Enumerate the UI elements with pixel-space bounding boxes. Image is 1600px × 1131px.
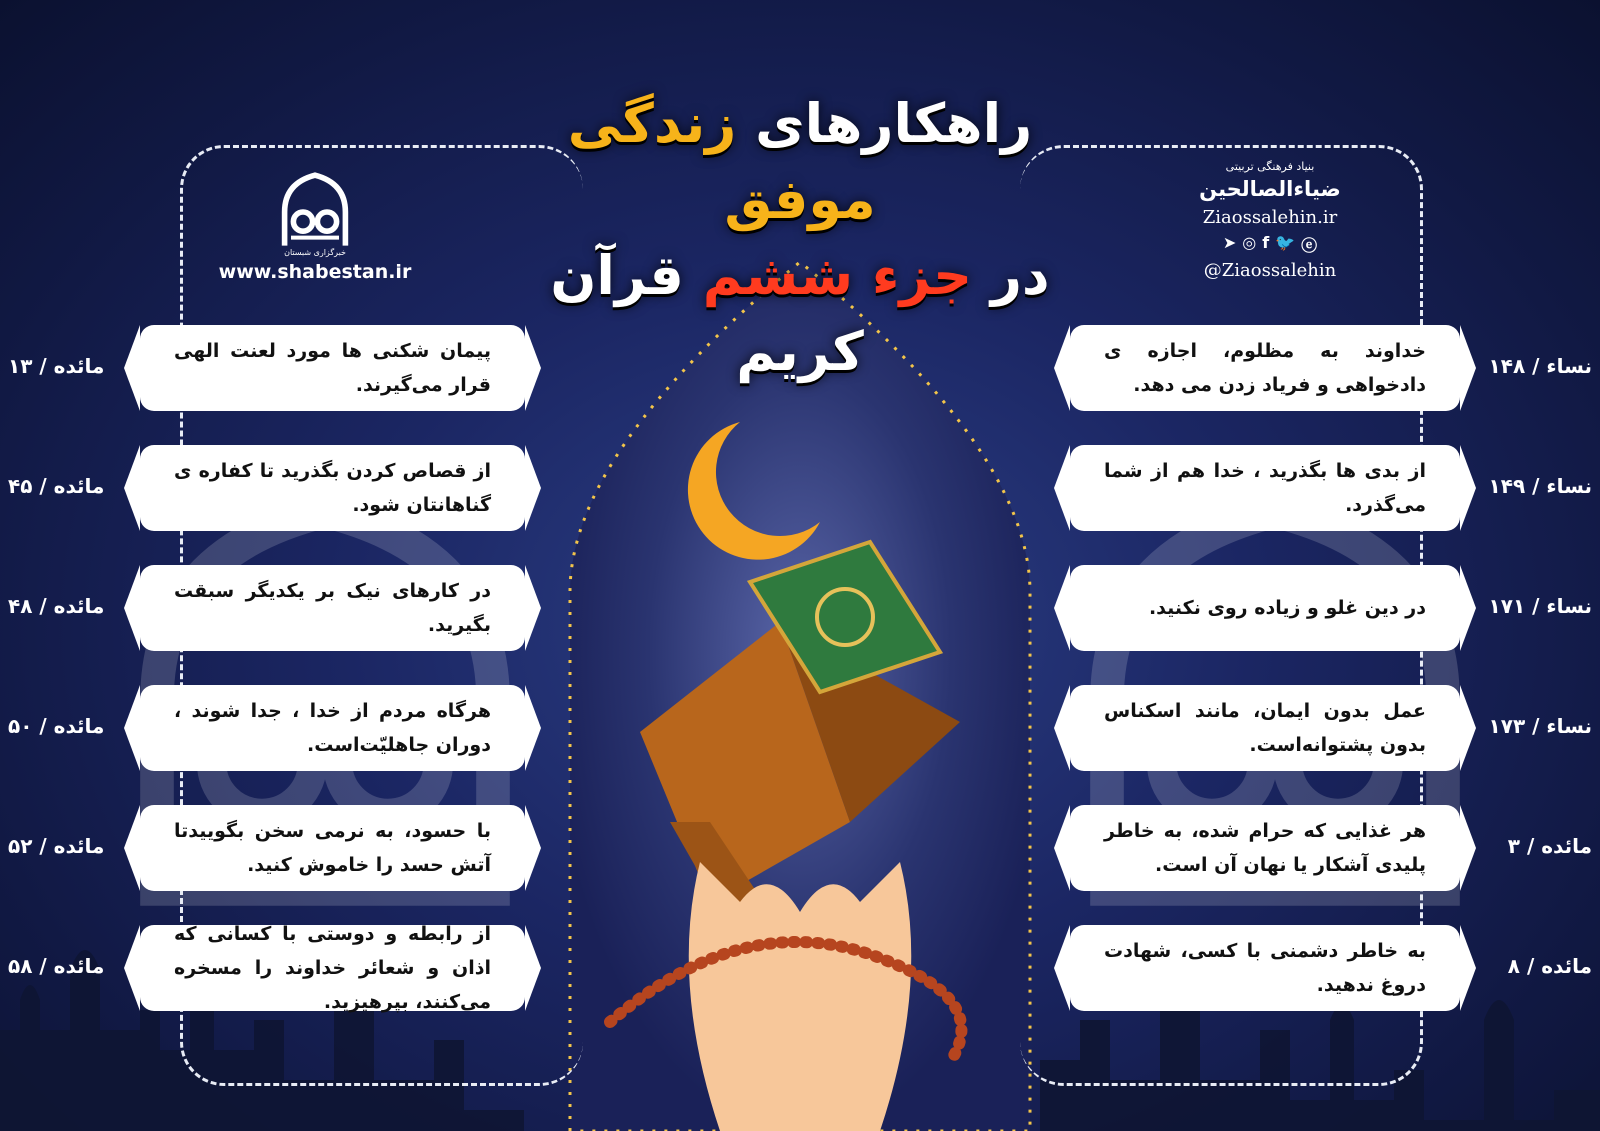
advice-card [1070, 925, 1460, 1011]
org-label: بنیاد فرهنگی تربیتی [1225, 160, 1315, 173]
social-handle[interactable]: @Ziaossalehin [1203, 260, 1337, 281]
advice-text: از بدی ها بگذرید ، خدا هم از شما می‌گذرد. [1104, 460, 1426, 516]
verse-reference: مائده / ۵۲ [8, 834, 105, 858]
verse-reference: مائده / ۵۰ [8, 714, 105, 738]
verse-reference: نساء / ۱۷۱ [1488, 594, 1592, 618]
eitaa-icon[interactable]: ⓔ [1301, 236, 1318, 255]
advice-text: خداوند به مظلوم، اجازه ی دادخواهی و فریاد زدن می دهد. [1104, 340, 1426, 396]
title-line-1 [500, 86, 1100, 238]
title-part: قرآن کریم [550, 244, 864, 383]
title-line-2 [500, 238, 1100, 390]
advice-card [1070, 325, 1460, 411]
advice-text: به خاطر دشمنی با کسی، شهادت دروغ ندهید. [1104, 940, 1426, 996]
advice-card [1070, 565, 1460, 651]
advice-text: با حسود، به نرمی سخن بگوییدتا آتش حسد را خاموش کنید. [174, 820, 491, 876]
verse-reference: مائده / ۸ [1507, 954, 1592, 978]
verse-reference: مائده / ۴۵ [8, 474, 105, 498]
twitter-icon[interactable]: 🐦 [1275, 233, 1296, 252]
advice-card [1070, 685, 1460, 771]
title-part-highlight: جزء ششم [702, 244, 973, 307]
logo-caption: خبرگزاری شبستان [284, 248, 346, 257]
advice-card [140, 685, 525, 771]
social-icons [1190, 233, 1350, 256]
advice-card [1070, 445, 1460, 531]
facebook-icon[interactable]: f [1262, 233, 1270, 252]
advice-card [140, 325, 525, 411]
advice-text: در دین غلو و زیاده روی نکنید. [1148, 597, 1426, 619]
verse-reference: نساء / ۱۷۳ [1488, 714, 1592, 738]
telegram-icon[interactable]: ➤ [1222, 233, 1237, 252]
advice-text: هرگاه مردم از خدا ، جدا شوند ، دوران جاهلیّت‌است. [174, 700, 491, 756]
advice-card [1070, 805, 1460, 891]
mosque-arch-illustration [550, 262, 1050, 1131]
advice-card [140, 805, 525, 891]
advice-text: از قصاص کردن بگذرید تا کفاره ی گناهانتان شود. [174, 460, 491, 516]
website-url[interactable]: Ziaossalehin.ir [1202, 207, 1338, 228]
advice-text: در کارهای نیک بر یکدیگر سبقت بگیرید. [174, 580, 491, 636]
advice-card [140, 565, 525, 651]
advice-card [140, 445, 525, 531]
branding-shabestan [200, 172, 430, 283]
verse-reference: مائده / ۳ [1507, 834, 1592, 858]
verse-reference: مائده / ۱۳ [8, 354, 105, 378]
website-url[interactable]: www.shabestan.ir [218, 261, 412, 283]
org-name: ضیاءالصالحین [1199, 177, 1341, 201]
advice-text: از رابطه و دوستی با کسانی که اذان و شعائر خداوند را مسخره می‌کنند، بپرهیزید. [174, 923, 491, 1013]
verse-reference: مائده / ۵۸ [8, 954, 105, 978]
advice-text: پیمان شکنی ها مورد لعنت الهی قرار می‌گیرند. [174, 340, 491, 396]
advice-card [140, 925, 525, 1011]
page-title [500, 86, 1100, 383]
advice-text: عمل بدون ایمان، مانند اسکناس بدون پشتوانه‌است. [1104, 700, 1426, 756]
title-part: در [972, 244, 1050, 307]
verse-reference: نساء / ۱۴۹ [1488, 474, 1592, 498]
title-part: راهکارهای [736, 92, 1033, 155]
verse-reference: نساء / ۱۴۸ [1488, 354, 1592, 378]
shabestan-logo-icon [275, 172, 355, 252]
advice-text: هر غذایی که حرام شده، به خاطر پلیدی آشکار یا نهان آن است. [1104, 820, 1426, 876]
verse-reference: مائده / ۴۸ [8, 594, 105, 618]
title-part-highlight: زندگی موفق [567, 92, 876, 231]
branding-ziaossalehin [1190, 160, 1350, 281]
instagram-icon[interactable]: ◎ [1242, 233, 1257, 252]
